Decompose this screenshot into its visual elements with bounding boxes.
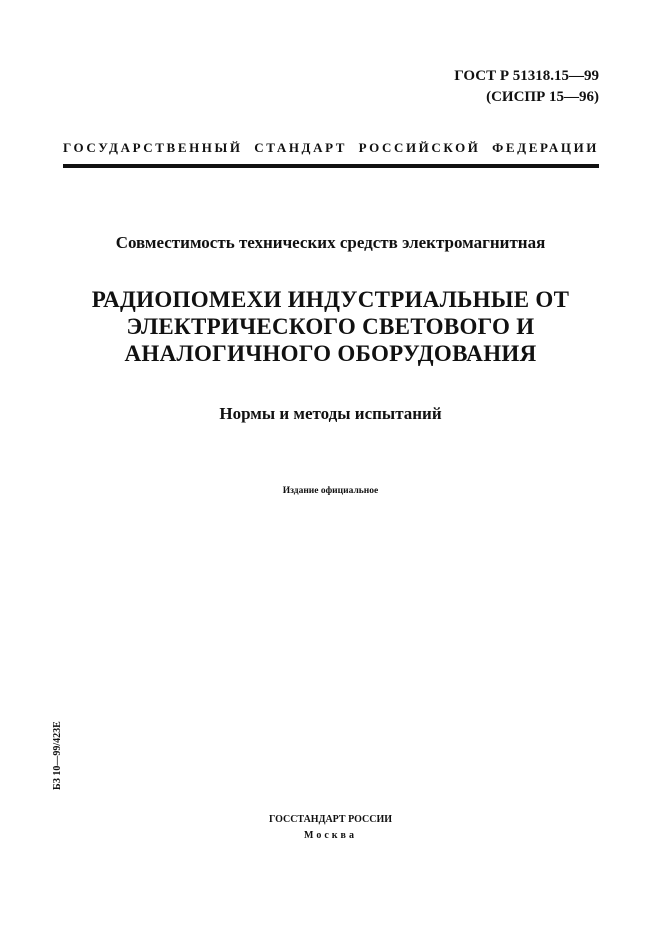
side-code: БЗ 10—99/423Е [52,721,63,790]
document-title [0,286,661,367]
publisher-block [0,812,661,844]
document-number [454,66,599,108]
title-line: ЭЛЕКТРИЧЕСКОГО СВЕТОВОГО И [126,314,535,339]
standard-header: ГОСУДАРСТВЕННЫЙ СТАНДАРТ РОССИЙСКОЙ ФЕДЕРАЦИИ [63,140,599,155]
publisher-name: ГОССТАНДАРТ РОССИИ [268,814,393,825]
publisher-city: Москва [304,830,357,841]
document-subtitle: Нормы и методы испытаний [219,404,442,423]
cispr-number: (СИСПР 15—96) [486,89,599,105]
document-subject: Совместимость технических средств электромагнитная [115,233,546,252]
title-line: РАДИОПОМЕХИ ИНДУСТРИАЛЬНЫЕ ОТ [91,287,570,312]
gost-number: ГОСТ Р 51318.15—99 [454,68,599,84]
title-line: АНАЛОГИЧНОГО ОБОРУДОВАНИЯ [124,341,537,366]
header-divider [63,164,599,168]
edition-note: Издание официальное [282,486,379,496]
